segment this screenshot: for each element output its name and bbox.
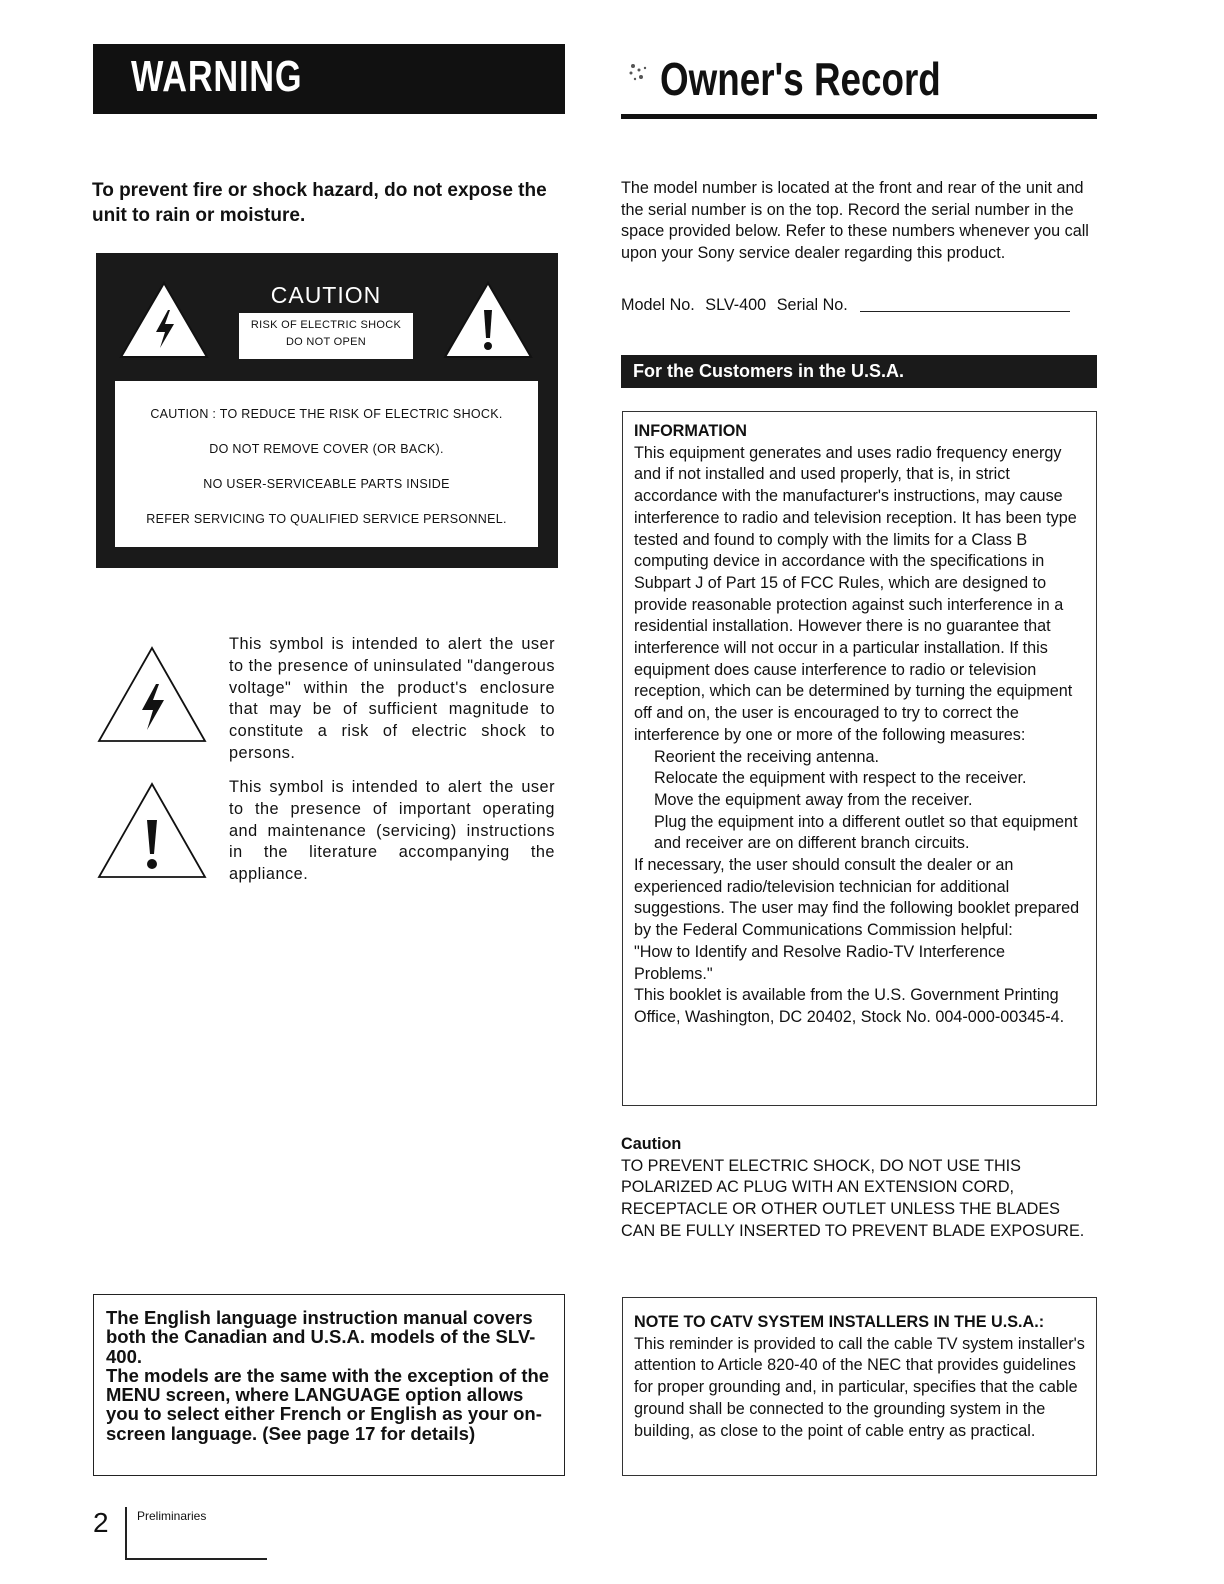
lightning-warning-icon [118, 280, 210, 360]
measure-item: Move the equipment away from the receiver. [654, 790, 973, 809]
footer-base-rule [125, 1558, 267, 1560]
information-box [622, 411, 1097, 1106]
language-note-text [106, 1308, 558, 1443]
caution-line: DO NOT REMOVE COVER (OR BACK). [209, 442, 444, 456]
measure-item: Reorient the receiving antenna. [654, 747, 879, 766]
catv-note-box [622, 1297, 1097, 1476]
caution-text-panel [115, 381, 538, 547]
footer-rule [125, 1507, 127, 1559]
lightning-symbol-text: This symbol is intended to alert the user to the presence of uninsulated "dangerous voltage" within the product's enclosure that may be of sufficient magnitude to constitute a risk of electric shock to persons. [229, 635, 555, 762]
footer-section: Preliminaries [137, 1509, 207, 1523]
exclamation-symbol-icon [96, 780, 208, 880]
warning-heading: WARNING [131, 52, 303, 101]
exclamation-warning-icon [442, 280, 534, 360]
caution-label [239, 277, 413, 359]
language-note-p2: The models are the same with the exception of the MENU screen, where LANGUAGE option allows you to select either French or English as your on-screen language. (See page 17 for details) [106, 1364, 550, 1444]
caution-panel [96, 253, 558, 568]
language-note-box [93, 1294, 565, 1476]
serial-field[interactable] [860, 311, 1070, 312]
caution-label-line1: RISK OF ELECTRIC SHOCK [250, 319, 402, 331]
information-p2: If necessary, the user should consult the dealer or an experienced radio/television technician for additional suggestions. The user may find the following booklet prepared by the Federal Communications Commission helpful: [634, 856, 1080, 940]
information-p3: This booklet is available from the U.S. Government Printing Office, Washington, DC 20402, Stock No. 004-000-00345-4. [634, 986, 1065, 1026]
model-serial-row [621, 295, 1097, 317]
caution-line: REFER SERVICING TO QUALIFIED SERVICE PERSONNEL. [146, 512, 507, 526]
model-label: Model No. [621, 296, 695, 314]
plug-caution-title: Caution [621, 1135, 682, 1153]
serial-label: Serial No. [776, 296, 848, 314]
language-note-p1: The English language instruction manual covers both the Canadian and U.S.A. models of the SLV-400. [106, 1307, 536, 1367]
caution-line: NO USER-SERVICEABLE PARTS INSIDE [203, 477, 450, 491]
caution-label-title: CAUTION [239, 277, 413, 313]
booklet-title: "How to Identify and Resolve Radio-TV Interference Problems." [634, 942, 1006, 983]
catv-note-content [634, 1312, 1086, 1442]
speckle-icon [623, 58, 651, 86]
owners-record-body: The model number is located at the front and rear of the unit and the serial number is on the top. Record the serial number in the space provided below. Refer to these numbers whenever you call upon your Sony service dealer regarding this product. [621, 179, 1089, 262]
usa-banner: For the Customers in the U.S.A. [621, 355, 1097, 388]
owners-record-rule [621, 114, 1097, 119]
catv-body: This reminder is provided to call the cable TV system installer's attention to Article 820-40 of the NEC that provides guidelines for proper grounding and, in particular, specifies that the cable ground shall be connected to the grounding system in the building, as close to the point of cable entry as practical. [634, 1334, 1085, 1440]
model-value: SLV-400 [705, 296, 767, 314]
warning-lead: To prevent fire or shock hazard, do not expose the unit to rain or moisture. [92, 180, 547, 226]
caution-label-line2: DO NOT OPEN [285, 336, 367, 348]
page-number: 2 [93, 1507, 109, 1538]
measure-item: Plug the equipment into a different outlet so that equipment and receiver are on different branch circuits. [654, 812, 1078, 853]
owners-record-heading: Owner's Record [660, 53, 941, 105]
lightning-symbol-icon [96, 644, 208, 744]
measure-item: Relocate the equipment with respect to the receiver. [654, 769, 1027, 788]
warning-banner [93, 44, 565, 114]
catv-title: NOTE TO CATV SYSTEM INSTALLERS IN THE U.S.A.: [634, 1313, 1045, 1331]
caution-line: CAUTION : TO REDUCE THE RISK OF ELECTRIC SHOCK. [150, 407, 503, 421]
plug-caution [621, 1134, 1097, 1243]
information-title: INFORMATION [634, 422, 747, 440]
exclamation-symbol-text: This symbol is intended to alert the user to the presence of important operating and maintenance (servicing) instructions in the literature accompanying the appliance. [229, 778, 555, 884]
information-p1: This equipment generates and uses radio frequency energy and if not installed and used properly, that is, in strict accordance with the manufacturer's instructions, may cause interference to radio and television reception. It has been type tested and found to comply with the limits for a Class B computing device in accordance with the specifications in Subpart J of Part 15 of FCC Rules, which are designed to provide reasonable protection against such interference in a residential installation. However there is no guarantee that interference will not occur in a particular installation. If this equipment does cause interference to radio or television reception, which can be determined by turning the equipment off and on, the user is encouraged to try to correct the interference by one or more of the following measures: [634, 443, 1077, 744]
information-content [634, 421, 1084, 1029]
plug-caution-body: TO PREVENT ELECTRIC SHOCK, DO NOT USE THIS POLARIZED AC PLUG WITH AN EXTENSION CORD, RECEPTACLE OR OTHER OUTLET UNLESS THE BLADES CAN BE FULLY INSERTED TO PREVENT BLADE EXPOSURE. [621, 1156, 1085, 1240]
